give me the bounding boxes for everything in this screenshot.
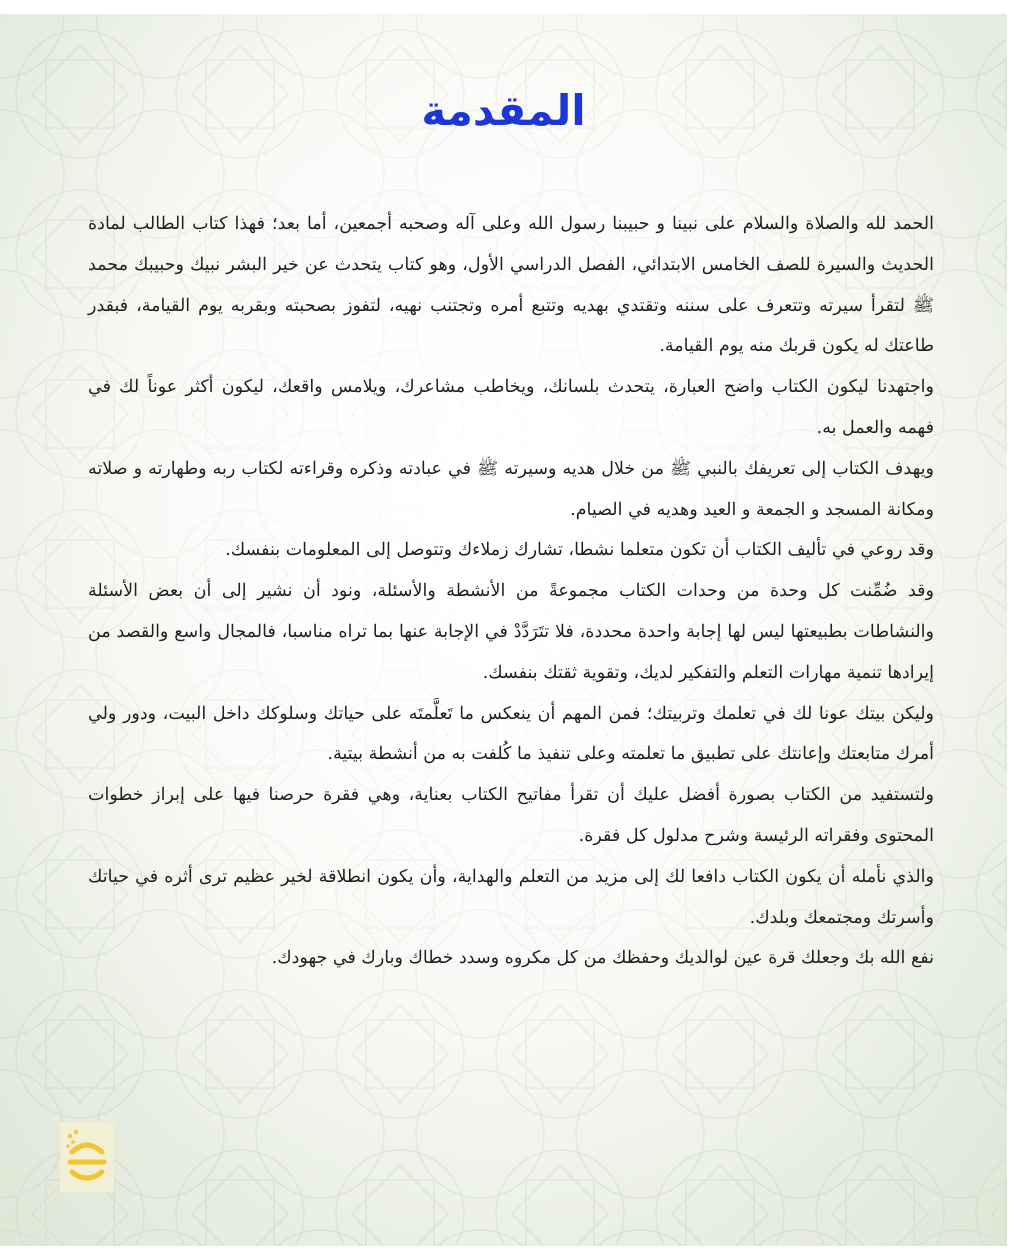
introduction-body [88,204,934,979]
ministry-logo-icon [60,1122,114,1192]
paragraph: وليكن بيتك عونا لك في تعلمك وتربيتك؛ فمن المهم أن ينعكس ما تَعلَّمتَه على حياتك وسلوكك داخل البيت، ودور ولي أمرك متابعتك وإعانتك على تطبيق ما تعلمته وعلى تنفيذ ما كُلفت به من أنشطة بيتية. [88,703,934,765]
paragraph: ويهدف الكتاب إلى تعريفك بالنبي ﷺ من خلال هديه وسيرته ﷺ في عبادته وذكره وقراءته لكتاب ربه وطهارته و صلاته ومكانة المسجد و الجمعة و العيد وهديه في الصيام. [88,458,934,520]
page [0,14,1007,1246]
paragraph: وقد ضُمِّنت كل وحدة من وحدات الكتاب مجموعةً من الأنشطة والأسئلة، ونود أن نشير إلى أن بعض الأسئلة والنشاطات بطبيعتها ليس لها إجابة واحدة محددة، فلا تتَرَدَّدْ في الإجابة عنها بما تراه مناسبا، فالمجال واسع والقصد من إيرادها تنمية مهارات التعلم والتفكير لديك، وتقوية ثقتك بنفسك. [88,581,934,683]
paragraph: الحمد لله والصلاة والسلام على نبينا و حبيبنا رسول الله وعلى آله وصحبه أجمعين، أما بعد؛ فهذا كتاب الطالب لمادة الحديث والسيرة للصف الخامس الابتدائي، الفصل الدراسي الأول، وهو كتاب يتحدث عن خير البشر نبيك وحبيبك محمد ﷺ لتقرأ سيرته وتتعرف على سننه وتقتدي بهديه وتتبع أمره وتجتنب نهيه، لتفوز بصحبته وبقربه يوم القيامة، فبقدر طاعتك له يكون قربك منه يوم القيامة. [88,214,934,357]
paragraph: ولتستفيد من الكتاب بصورة أفضل عليك أن تقرأ مفاتيح الكتاب بعناية، وهي فقرة حرصنا فيها على إبراز خطوات المحتوى وفقراته الرئيسة وشرح مدلول كل فقرة. [88,785,934,846]
paragraph: والذي نأمله أن يكون الكتاب دافعا لك إلى مزيد من التعلم والهداية، وأن يكون انطلاقة لخير عظيم ترى أثره في حياتك وأسرتك ومجتمعك وبلدك. [88,866,934,928]
paragraph: نفع الله بك وجعلك قرة عين لوالديك وحفظك من كل مكروه وسدد خطاك وبارك في جهودك. [271,948,934,969]
paragraph: وقد روعي في تأليف الكتاب أن تكون متعلما نشطا، تشارك زملاءك وتتوصل إلى المعلومات بنفسك. [225,540,934,561]
paragraph: واجتهدنا ليكون الكتاب واضح العبارة، يتحدث بلسانك، ويخاطب مشاعرك، ويلامس واقعك، ليكون أكثر عوناً لك في فهمه والعمل به. [88,377,934,438]
page-title: المقدمة [421,86,586,135]
